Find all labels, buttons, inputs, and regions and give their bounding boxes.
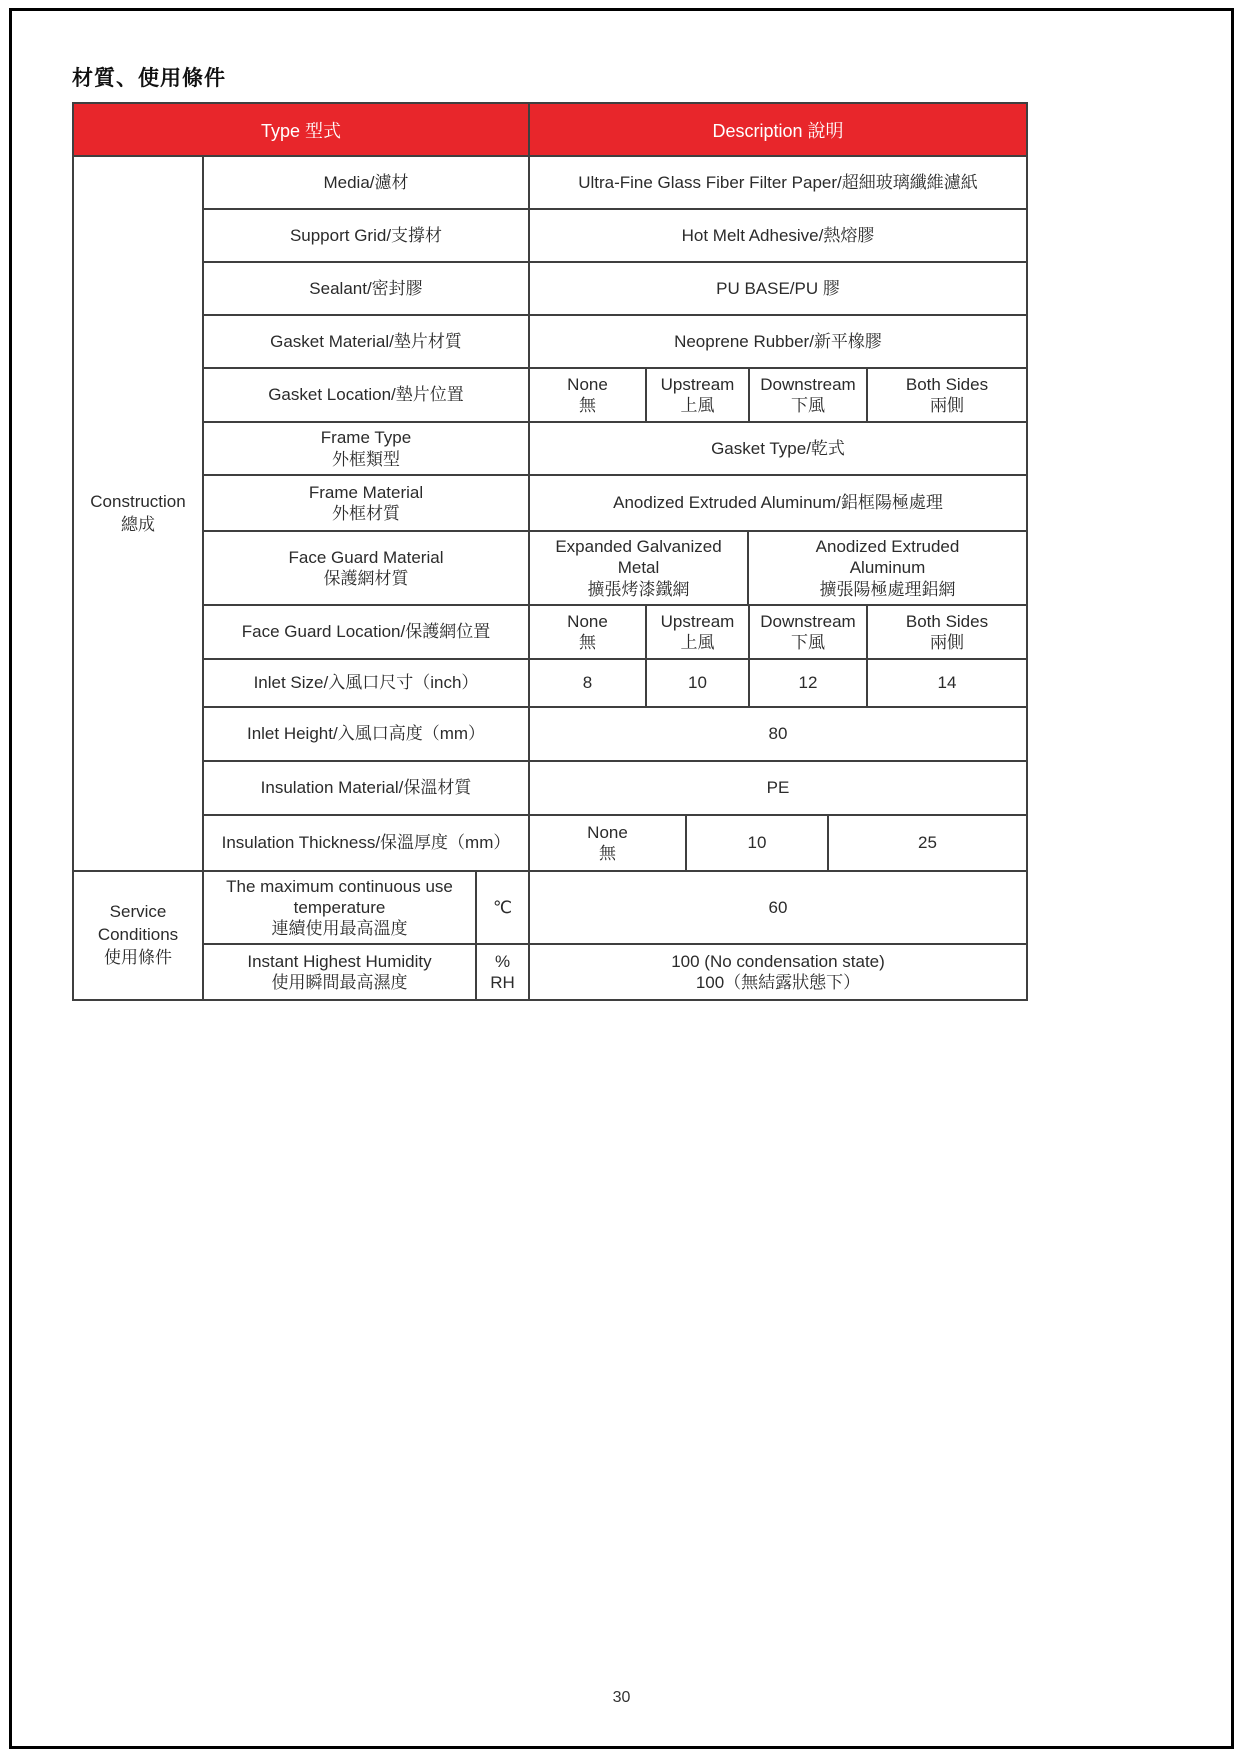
option-zh: 無	[579, 633, 596, 652]
option-upstream	[647, 369, 750, 421]
inlet-size-10: 10	[647, 660, 750, 706]
option-none	[530, 606, 647, 658]
option-zh: 擴張烤漆鐵網	[587, 579, 690, 599]
table-row-sealant	[204, 263, 1026, 316]
label-zh: 保護網材質	[323, 569, 409, 588]
row-value: Neoprene Rubber/新平橡膠	[674, 331, 882, 351]
unit-percent-rh	[477, 945, 530, 999]
option-downstream	[750, 369, 868, 421]
table-row-frame-type	[204, 423, 1026, 476]
group-label-construction	[74, 157, 204, 870]
row-value: PE	[766, 778, 790, 798]
row-label: Support Grid/支撐材	[204, 210, 530, 261]
option-25: 25	[918, 833, 937, 853]
option-en: Both Sides	[905, 611, 989, 631]
table-header-row	[74, 104, 1026, 157]
option-expanded-galvanized-metal	[530, 532, 749, 604]
row-label	[204, 423, 530, 474]
construction-rows	[204, 157, 1026, 870]
label-en: Frame Type	[320, 428, 412, 448]
inlet-size-8: 8	[530, 660, 647, 706]
header-type: Type 型式	[74, 104, 530, 155]
option-none	[530, 369, 647, 421]
label-en: Frame Material	[308, 482, 424, 502]
option-zh: 下風	[791, 396, 825, 415]
table-row-frame-material	[204, 476, 1026, 532]
row-value	[530, 945, 1026, 999]
row-value: Gasket Type/乾式	[711, 438, 845, 458]
row-label	[204, 476, 530, 530]
row-label: Media/濾材	[204, 157, 530, 208]
section-service-conditions	[74, 872, 1026, 999]
label-zh: 外框材質	[332, 504, 400, 523]
row-value: 60	[768, 897, 788, 917]
label-en: The maximum continuous use	[226, 876, 453, 896]
row-value: Ultra-Fine Glass Fiber Filter Paper/超細玻璃纖維濾紙	[578, 172, 978, 192]
option-zh: 無	[579, 396, 596, 415]
row-label	[204, 532, 530, 604]
option-anodized-extruded-aluminum	[749, 532, 1026, 604]
unit-line: %	[494, 951, 511, 971]
row-value: 80	[768, 724, 788, 744]
table-row-face-guard-location	[204, 606, 1026, 660]
label-zh: 連續使用最高溫度	[271, 919, 408, 939]
option-both-sides	[868, 606, 1026, 658]
row-label: Face Guard Location/保護網位置	[204, 606, 530, 658]
group-label-line: Service	[109, 902, 167, 922]
option-en: Aluminum	[849, 558, 926, 578]
option-downstream	[750, 606, 868, 658]
table-row-support-grid	[204, 210, 1026, 263]
group-label-line: Construction	[90, 491, 186, 511]
value-zh: 100（無結露狀態下）	[695, 973, 861, 992]
row-value: Anodized Extruded Aluminum/鋁框陽極處理	[613, 493, 943, 513]
option-en: None	[567, 611, 608, 631]
row-label: Gasket Location/墊片位置	[204, 369, 530, 421]
row-value: PU BASE/PU 膠	[716, 278, 840, 298]
label-zh: 使用瞬間最高濕度	[271, 973, 408, 992]
row-label: Inlet Height/入風口高度（mm）	[204, 708, 530, 760]
header-description: Description 說明	[712, 120, 844, 141]
group-label-service-conditions	[74, 872, 204, 999]
label-en: Face Guard Material	[288, 547, 444, 567]
inlet-size-14: 14	[937, 673, 957, 693]
spec-table	[72, 102, 1028, 1001]
row-label: Insulation Thickness/保溫厚度（mm）	[204, 816, 530, 870]
page-number: 30	[612, 1689, 631, 1706]
option-en: Upstream	[660, 374, 735, 394]
page-title: 材質、使用條件	[72, 67, 226, 90]
row-label	[204, 872, 477, 943]
option-en: Both Sides	[905, 374, 989, 394]
table-row-insulation-material	[204, 762, 1026, 816]
option-en: Downstream	[760, 611, 856, 631]
table-row-gasket-location	[204, 369, 1026, 423]
option-en: None	[587, 822, 628, 842]
group-label-line: 使用條件	[104, 947, 172, 967]
service-rows	[204, 872, 1026, 999]
label-zh: 外框類型	[332, 449, 400, 469]
table-row-inlet-size	[204, 660, 1026, 708]
option-en: None	[567, 374, 608, 394]
table-row-face-guard-material	[204, 532, 1026, 606]
option-zh: 兩側	[930, 633, 964, 652]
option-en: Expanded Galvanized	[555, 537, 722, 557]
option-zh: 擴張陽極處理鋁網	[819, 579, 956, 599]
value-en: 100 (No condensation state)	[671, 951, 885, 971]
option-en: Upstream	[660, 611, 735, 631]
option-en: Downstream	[760, 374, 856, 394]
unit-celsius: ℃	[477, 872, 530, 943]
row-value: Hot Melt Adhesive/熱熔膠	[681, 225, 875, 245]
option-zh: 兩側	[930, 396, 964, 415]
option-zh: 上風	[680, 396, 715, 415]
option-zh: 上風	[680, 633, 715, 652]
unit-line: RH	[490, 973, 515, 992]
table-row-instant-highest-humidity	[204, 945, 1026, 999]
row-label: Gasket Material/墊片材質	[204, 316, 530, 367]
section-construction	[74, 157, 1026, 872]
label-en: temperature	[293, 897, 386, 917]
page-content	[72, 62, 1028, 1001]
option-en: Anodized Extruded	[815, 537, 960, 557]
table-row-insulation-thickness	[204, 816, 1026, 870]
option-none	[530, 816, 687, 870]
table-row-gasket-material	[204, 316, 1026, 369]
option-en: Metal	[617, 558, 660, 578]
label-en: Instant Highest Humidity	[247, 951, 432, 971]
row-label	[204, 945, 477, 999]
table-row-media	[204, 157, 1026, 210]
table-row-max-temperature	[204, 872, 1026, 945]
option-both-sides	[868, 369, 1026, 421]
inlet-size-12: 12	[750, 660, 868, 706]
group-label-line: Conditions	[97, 925, 179, 945]
option-upstream	[647, 606, 750, 658]
option-10: 10	[687, 816, 829, 870]
group-label-line: 總成	[121, 514, 155, 534]
option-zh: 下風	[791, 633, 825, 652]
row-label: Insulation Material/保溫材質	[204, 762, 530, 814]
row-label: Inlet Size/入風口尺寸（inch）	[204, 660, 530, 706]
row-label: Sealant/密封膠	[204, 263, 530, 314]
table-row-inlet-height	[204, 708, 1026, 762]
option-zh: 無	[599, 844, 616, 863]
